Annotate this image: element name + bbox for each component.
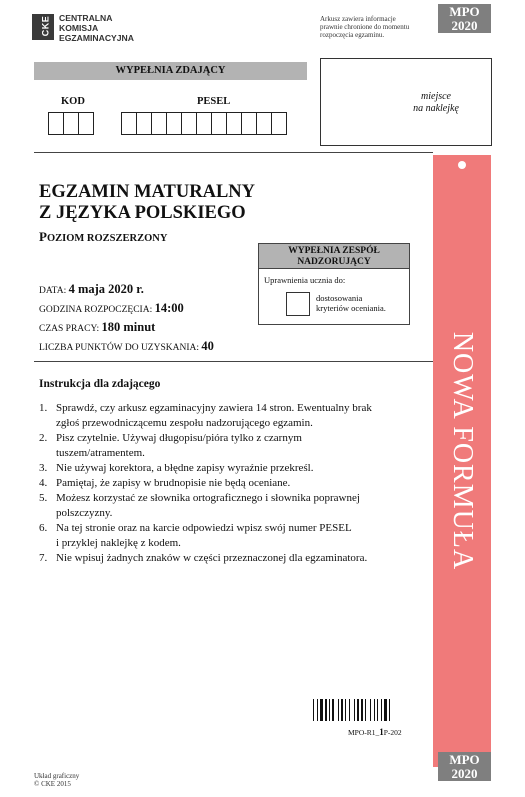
kod-cell[interactable] [48, 112, 64, 135]
pesel-cell[interactable] [226, 112, 242, 135]
pesel-cell[interactable] [211, 112, 227, 135]
barcode-bar [354, 699, 355, 721]
exam-level: POZIOM ROZSZERZONY [39, 229, 168, 244]
barcode-bar [361, 699, 363, 721]
list-item: 7. Nie wpisuj żadnych znaków w części przeznaczonej dla egzaminatora. [39, 552, 368, 564]
nowa-formula-banner [433, 155, 491, 767]
barcode-bar [365, 699, 366, 721]
exam-date: DATA: 4 maja 2020 r. [39, 282, 144, 296]
barcode-bar [377, 699, 378, 721]
logo-line-3: EGZAMINACYJNA [59, 33, 134, 43]
middle-divider [34, 361, 433, 362]
barcode-bar [341, 699, 343, 721]
list-item: 2. Pisz czytelnie. Używaj długopisu/pióra tylko z czarnym tuszem/atramentem. [39, 432, 302, 459]
list-item: 3. Nie używaj korektora, a błędne zapisy wyraźnie przekreśl. [39, 462, 314, 474]
kod-cell[interactable] [78, 112, 94, 135]
barcode-bar [381, 699, 382, 721]
list-item: 1. Sprawdź, czy arkusz egzaminacyjny zawiera 14 stron. Ewentualny brak zgłoś przewodniczącemu zespołu nadzorującego egzamin. [39, 402, 372, 429]
barcode-bar [317, 699, 318, 721]
barcode-bar [332, 699, 334, 721]
exam-title-line-2: Z JĘZYKA POLSKIEGO [39, 203, 246, 223]
barcode-bar [345, 699, 346, 721]
adjustment-label: dostosowania kryteriów oceniania. [316, 293, 386, 313]
kod-cell[interactable] [63, 112, 79, 135]
pesel-label: PESEL [197, 96, 231, 107]
barcode-bar [370, 699, 371, 721]
top-divider [34, 152, 433, 153]
instructions-list [39, 401, 409, 566]
sticker-area: miejsce na naklejkę [320, 58, 492, 146]
barcode-icon [313, 699, 422, 721]
barcode-bar [325, 699, 327, 721]
banner-dot-icon [458, 161, 466, 169]
rights-label: Uprawnienia ucznia do: [264, 275, 346, 285]
logo-line-2: KOMISJA [59, 23, 99, 33]
pesel-cell[interactable] [196, 112, 212, 135]
pesel-cell[interactable] [181, 112, 197, 135]
pesel-cell[interactable] [151, 112, 167, 135]
barcode-bar [389, 699, 390, 721]
list-item: 5. Możesz korzystać ze słownika ortograficznego i słownika poprawnej polszczyzny. [39, 492, 360, 519]
exam-title-line-1: EGZAMIN MATURALNY [39, 182, 256, 202]
barcode-bar [349, 699, 350, 721]
barcode-bar [384, 699, 387, 721]
team-box-body [258, 268, 410, 325]
fill-section-title: WYPEŁNIA ZDAJĄCY [34, 62, 307, 80]
exam-code-badge-top: MPO 2020 [438, 4, 491, 33]
barcode-bar [357, 699, 359, 721]
pesel-cell[interactable] [256, 112, 272, 135]
barcode-bar [313, 699, 314, 721]
adjustment-checkbox[interactable] [286, 292, 310, 316]
pesel-cell[interactable] [271, 112, 287, 135]
legal-notice: Arkusz zawiera informacje prawnie chronione do momentu rozpoczęcia egzaminu. [320, 15, 410, 39]
pesel-cell[interactable] [121, 112, 137, 135]
banner-text: NOWA FORMUŁA [447, 331, 478, 571]
barcode-bar [374, 699, 375, 721]
kod-label: KOD [61, 96, 85, 107]
cke-logo-icon: CKE [32, 14, 54, 40]
pesel-cell[interactable] [136, 112, 152, 135]
pesel-cell[interactable] [166, 112, 182, 135]
logo-line-1: CENTRALNA [59, 13, 113, 23]
list-item: 6. Na tej stronie oraz na karcie odpowiedzi wpisz swój numer PESEL i przyklej naklejkę z kodem. [39, 522, 352, 549]
barcode-label: MPO-R1_1P-202 [348, 727, 402, 737]
kod-cells[interactable] [49, 112, 94, 135]
exam-start-time: GODZINA ROZPOCZĘCIA: 14:00 [39, 301, 184, 315]
barcode-bar [329, 699, 330, 721]
list-item: 4. Pamiętaj, że zapisy w brudnopisie nie będą oceniane. [39, 477, 291, 489]
pesel-cells[interactable] [122, 112, 287, 135]
pesel-cell[interactable] [241, 112, 257, 135]
exam-code-badge-bottom: MPO 2020 [438, 752, 491, 781]
barcode-bar [320, 699, 323, 721]
team-box-title: WYPEŁNIA ZESPÓŁ NADZORUJĄCY [258, 243, 410, 269]
footer-copyright: Układ graficzny © CKE 2015 [34, 772, 80, 788]
logo-text [59, 13, 134, 43]
exam-points: LICZBA PUNKTÓW DO UZYSKANIA: 40 [39, 339, 214, 353]
instructions-title: Instrukcja dla zdającego [39, 378, 161, 390]
barcode-bar [338, 699, 339, 721]
exam-duration: CZAS PRACY: 180 minut [39, 320, 156, 334]
